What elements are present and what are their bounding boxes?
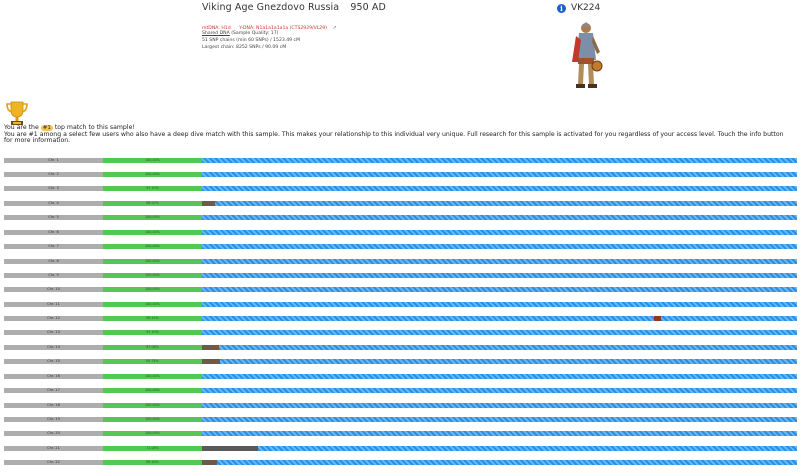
chromosome-track[interactable]: [202, 345, 797, 350]
chromosome-label: Chr. 8: [4, 259, 103, 264]
chromosome-row[interactable]: [4, 431, 797, 436]
chromosome-row[interactable]: [4, 259, 797, 264]
chromosome-track[interactable]: [202, 287, 797, 292]
chromosome-track[interactable]: [202, 201, 797, 206]
chromosome-match-percent: 100.00%: [103, 215, 202, 220]
chromosome-track[interactable]: [202, 302, 797, 307]
trophy-icon: [4, 100, 30, 126]
chromosome-match-percent: 100.00%: [103, 388, 202, 393]
intro-suffix: top match to this sample!: [54, 124, 135, 131]
chromosome-match-percent: 99.14%: [103, 316, 202, 321]
sample-quality: (Sample Quality: 17): [231, 31, 279, 36]
chromosome-label: Chr. 18: [4, 403, 103, 408]
chromosome-row[interactable]: [4, 417, 797, 422]
chromosome-row[interactable]: [4, 201, 797, 206]
chromosome-label: Chr. 22: [4, 460, 103, 465]
sample-id: VK224: [571, 3, 601, 13]
shared-segment[interactable]: [654, 316, 661, 321]
sample-id-group: [557, 3, 600, 13]
chromosome-track[interactable]: [202, 186, 797, 191]
snp-chains: 51 SNP chains (min 60 SNPs) / 1523.49 cM: [202, 38, 301, 43]
chromosome-track[interactable]: [202, 460, 797, 465]
chromosome-track[interactable]: [202, 446, 797, 451]
chromosome-row[interactable]: [4, 403, 797, 408]
link-icon[interactable]: ↗: [332, 25, 337, 31]
chromosome-label: Chr. 16: [4, 374, 103, 379]
chromosome-row[interactable]: [4, 186, 797, 191]
chromosome-track[interactable]: [202, 172, 797, 177]
chromosome-label: Chr. 21: [4, 446, 103, 451]
chromosome-match-percent: 88.02%: [103, 201, 202, 206]
chromosome-track[interactable]: [202, 417, 797, 422]
chromosome-match-percent: 100.00%: [103, 230, 202, 235]
chromosome-track[interactable]: [202, 259, 797, 264]
largest-chain: Largest chain: 8252 SNPs / 90.09 cM: [202, 45, 287, 50]
chromosome-label: Chr. 5: [4, 215, 103, 220]
chromosome-row[interactable]: [4, 287, 797, 292]
chromosome-match-percent: 89.40%: [103, 460, 202, 465]
chromosome-match-percent: 100.00%: [103, 374, 202, 379]
chromosome-label: Chr. 19: [4, 417, 103, 422]
sample-date: 950 AD: [350, 2, 386, 13]
chromosome-label: Chr. 9: [4, 273, 103, 278]
chromosome-row[interactable]: [4, 460, 797, 465]
chromosome-row[interactable]: [4, 446, 797, 451]
intro-prefix: You are the: [4, 124, 39, 131]
chromosome-track[interactable]: [202, 230, 797, 235]
chromosome-track[interactable]: [202, 388, 797, 393]
chromosome-row[interactable]: [4, 359, 797, 364]
chromosome-row[interactable]: [4, 302, 797, 307]
chromosome-row[interactable]: [4, 374, 797, 379]
chromosome-match-percent: 100.00%: [103, 287, 202, 292]
chromosome-label: Chr. 11: [4, 302, 103, 307]
chromosome-match-percent: 71.08%: [103, 446, 202, 451]
chromosome-row[interactable]: [4, 215, 797, 220]
chromosome-match-percent: 100.00%: [103, 158, 202, 163]
chromosome-track[interactable]: [202, 244, 797, 249]
ydna-haplogroup[interactable]: Y-DNA: N1a1a1a1a1a (CTS2929/VL29): [239, 26, 327, 31]
chromosome-row[interactable]: [4, 316, 797, 321]
chromosome-track[interactable]: [202, 403, 797, 408]
shared-segment[interactable]: [202, 201, 215, 206]
chromosome-track[interactable]: [202, 316, 797, 321]
chromosome-match-percent: 87.08%: [103, 345, 202, 350]
chromosome-row[interactable]: [4, 273, 797, 278]
chromosome-match-percent: 100.00%: [103, 259, 202, 264]
match-intro: [4, 125, 794, 145]
chromosome-row[interactable]: [4, 230, 797, 235]
chromosome-row[interactable]: [4, 388, 797, 393]
rank-badge: #1: [42, 125, 51, 131]
shared-dna-line: [202, 31, 278, 36]
chromosome-label: Chr. 20: [4, 431, 103, 436]
shared-segment[interactable]: [202, 446, 258, 451]
chromosome-track[interactable]: [202, 374, 797, 379]
chromosome-match-percent: 100.00%: [103, 273, 202, 278]
chromosome-match-percent: 97.43%: [103, 330, 202, 335]
chromosome-label: Chr. 7: [4, 244, 103, 249]
sample-name: Viking Age Gnezdovo Russia: [202, 2, 340, 13]
chromosome-match-percent: 100.00%: [103, 417, 202, 422]
chromosome-label: Chr. 13: [4, 330, 103, 335]
chromosome-label: Chr. 14: [4, 345, 103, 350]
info-icon[interactable]: i: [557, 4, 566, 13]
chromosome-label: Chr. 1: [4, 158, 103, 163]
intro-line-2: You are #1 among a select few users who also have a deep dive match with this sample. This makes your relationship to this individual very unique. Full research for this sample is activated for you regardless of your access level. Touch the info button for more information.: [4, 130, 784, 145]
chromosome-label: Chr. 4: [4, 201, 103, 206]
shared-segment[interactable]: [202, 359, 220, 364]
chromosome-match-percent: 97.43%: [103, 186, 202, 191]
chromosome-row[interactable]: [4, 345, 797, 350]
shared-dna-label[interactable]: Shared DNA: [202, 31, 230, 36]
chromosome-match-percent: 100.00%: [103, 403, 202, 408]
chromosome-track[interactable]: [202, 330, 797, 335]
chromosome-track[interactable]: [202, 273, 797, 278]
shared-segment[interactable]: [202, 345, 219, 350]
chromosome-label: Chr. 12: [4, 316, 103, 321]
chromosome-label: Chr. 2: [4, 172, 103, 177]
chromosome-track[interactable]: [202, 359, 797, 364]
chromosome-label: Chr. 17: [4, 388, 103, 393]
chromosome-label: Chr. 10: [4, 287, 103, 292]
chromosome-label: Chr. 3: [4, 186, 103, 191]
page-title: [202, 2, 386, 13]
chromosome-match-percent: 84.74%: [103, 359, 202, 364]
chromosome-row[interactable]: [4, 244, 797, 249]
mtdna-haplogroup[interactable]: mtDNA: H1d: [202, 26, 231, 31]
chromosome-match-percent: 100.00%: [103, 244, 202, 249]
chromosome-label: Chr. 6: [4, 230, 103, 235]
chromosome-match-percent: 100.00%: [103, 302, 202, 307]
chromosome-match-percent: 100.00%: [103, 172, 202, 177]
chromosome-row[interactable]: [4, 330, 797, 335]
chromosome-track[interactable]: [202, 215, 797, 220]
chromosome-label: Chr. 15: [4, 359, 103, 364]
chromosome-track[interactable]: [202, 158, 797, 163]
chromosome-track[interactable]: [202, 431, 797, 436]
shared-segment[interactable]: [202, 460, 217, 465]
viking-figure-image: [566, 22, 606, 90]
chromosome-row[interactable]: [4, 172, 797, 177]
chromosome-row[interactable]: [4, 158, 797, 163]
chromosome-match-percent: 100.00%: [103, 431, 202, 436]
